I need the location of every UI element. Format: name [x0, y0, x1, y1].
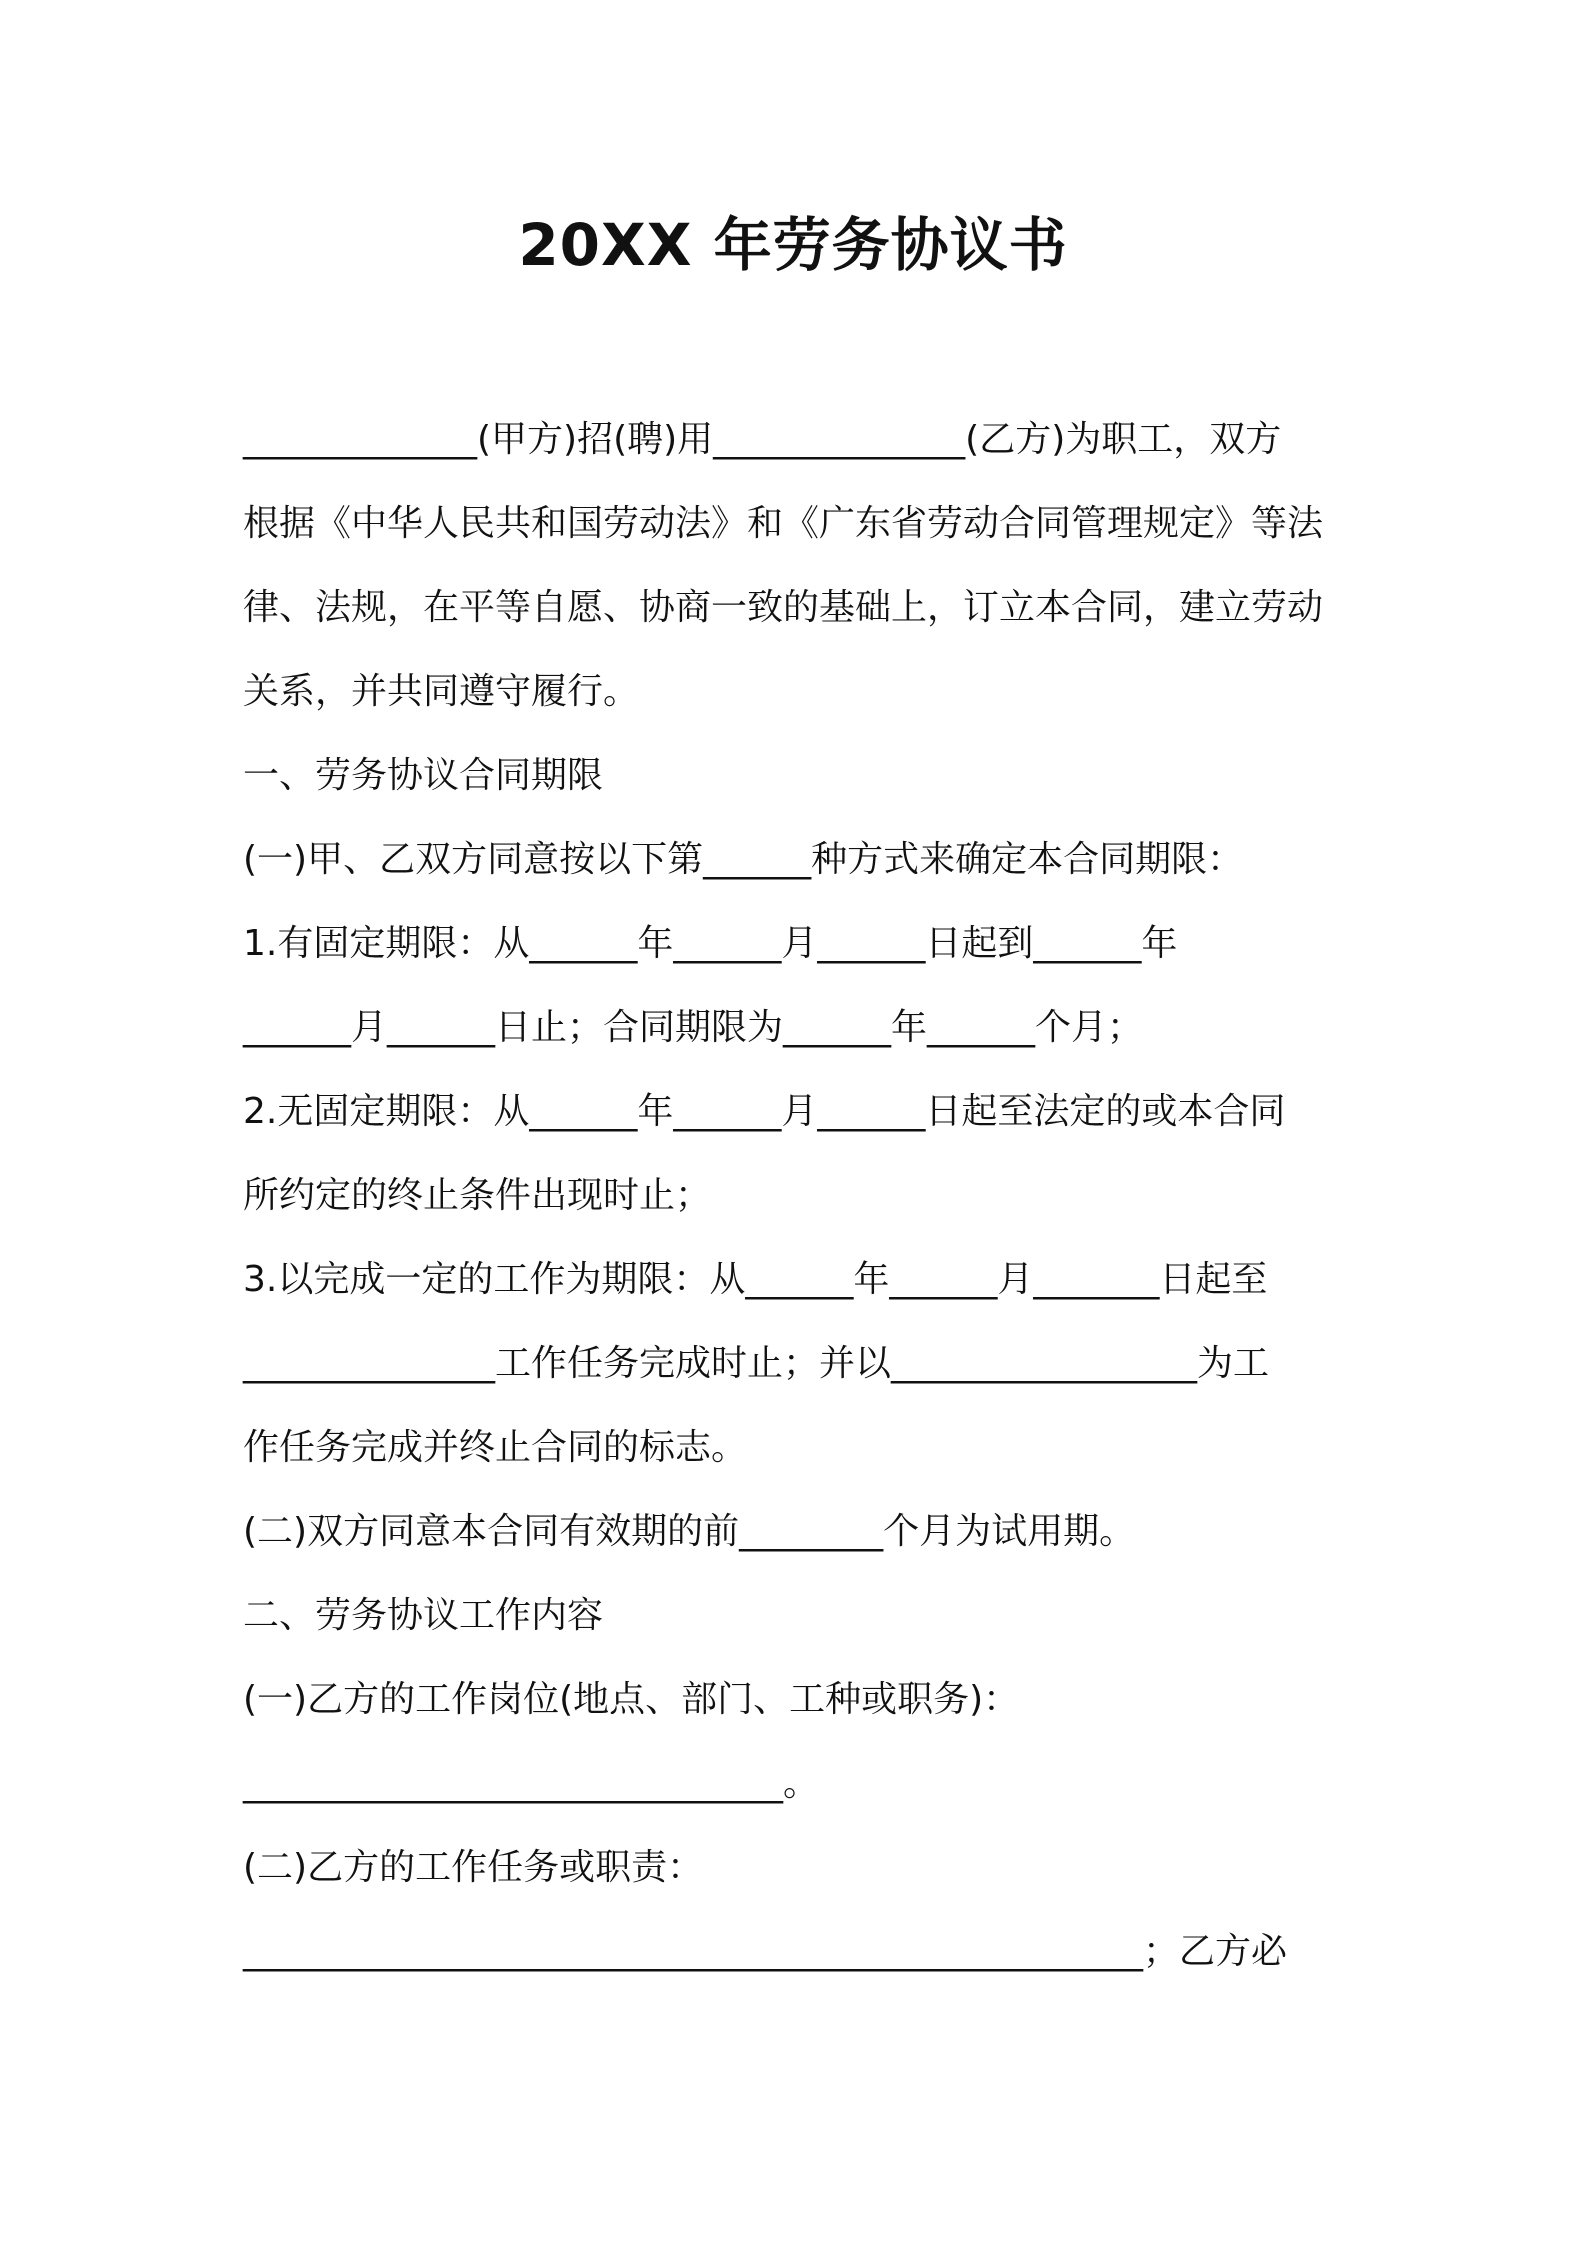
- paragraph-line: ______月______日止；合同期限为______年______个月；: [243, 1007, 1144, 1048]
- paragraph-line: 根据《中华人民共和国劳动法》和《广东省劳动合同管理规定》等法: [243, 503, 1324, 544]
- paragraph-line: 2.无固定期限：从______年______月______日起至法定的或本合同: [243, 1091, 1286, 1132]
- paragraph-line: __________________________________________________；乙方必: [243, 1931, 1287, 1972]
- paragraph-line: _____________(甲方)招(聘)用______________(乙方)为职工，双方: [243, 419, 1282, 460]
- paragraph-line: ______________工作任务完成时止；并以_________________为工: [243, 1343, 1270, 1384]
- paragraph-line: (二)乙方的工作任务或职责：: [243, 1847, 704, 1888]
- section-heading: 二、劳务协议工作内容: [243, 1595, 604, 1636]
- paragraph-line: ______________________________。: [243, 1763, 819, 1804]
- paragraph-line: 律、法规，在平等自愿、协商一致的基础上，订立本合同，建立劳动: [243, 587, 1324, 628]
- paragraph-line: (二)双方同意本合同有效期的前________个月为试用期。: [243, 1511, 1136, 1552]
- document-title: 20XX 年劳务协议书: [518, 211, 1068, 279]
- paragraph-line: 3.以完成一定的工作为期限：从______年______月_______日起至: [243, 1259, 1268, 1300]
- paragraph-line: 作任务完成并终止合同的标志。: [243, 1427, 748, 1468]
- paragraph-line: (一)甲、乙双方同意按以下第______种方式来确定本合同期限：: [243, 839, 1244, 880]
- paragraph-line: (一)乙方的工作岗位(地点、部门、工种或职务)：: [243, 1679, 1020, 1720]
- paragraph-line: 1.有固定期限：从______年______月______日起到______年: [243, 923, 1178, 964]
- section-heading: 一、劳务协议合同期限: [243, 755, 604, 796]
- paragraph-line: 所约定的终止条件出现时止；: [243, 1175, 712, 1216]
- paragraph-line: 关系，并共同遵守履行。: [243, 671, 640, 712]
